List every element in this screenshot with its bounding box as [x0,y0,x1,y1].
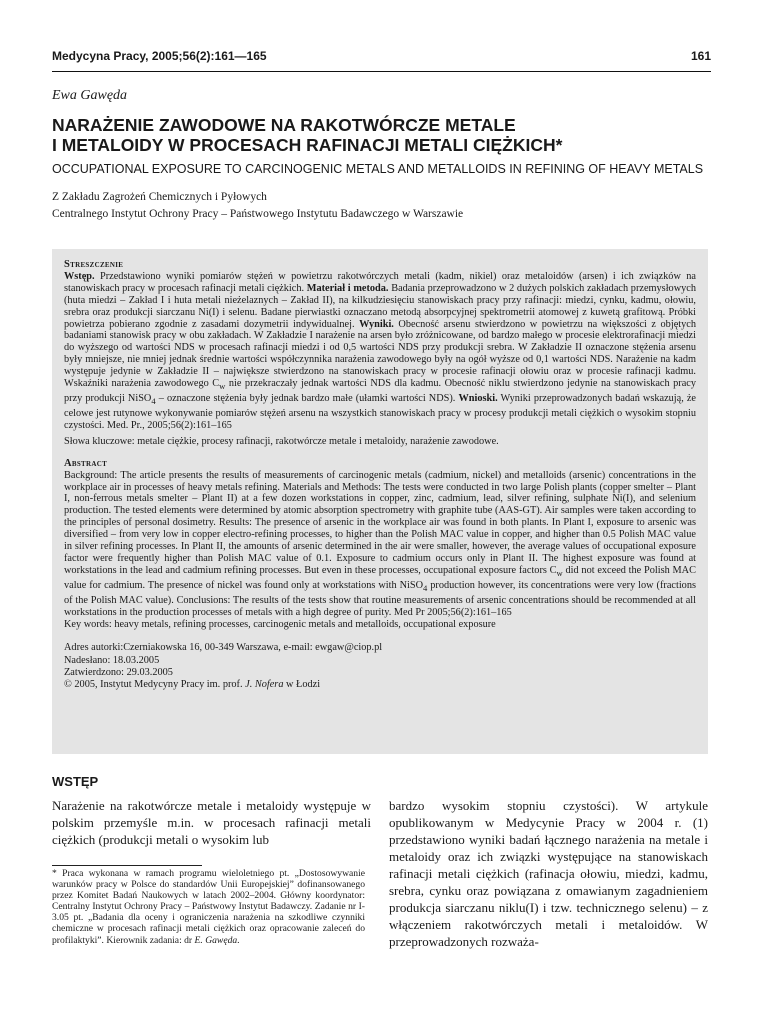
footnote [52,868,365,946]
affiliation-line-1: Z Zakładu Zagrożeń Chemicznych i Pyłowych [52,191,267,203]
copyright [64,679,696,691]
keywords-pl: Słowa kluczowe: metale ciężkie, procesy rafinacji, rakotwórcze metale i metaloidy, narażenie zawodowe. [64,435,499,447]
label-wstep: Wstęp. [64,270,95,282]
author-address: Adres autorki:Czerniakowska 16, 00-349 Warszawa, e-mail: ewgaw@ciop.pl [64,642,383,654]
article-title-english: OCCUPATIONAL EXPOSURE TO CARCINOGENIC METALS AND METALLOIDS IN REFINING OF HEAVY METALS [52,162,704,176]
keywords-en: Key words: heavy metals, refining processes, carcinogenic metals and metalloids, occupational exposure [64,618,496,630]
text-wyniki-a: Obecność arsenu stwierdzono w powietrzu na większości z objętych badaniami stanowisk pracy w obu zakładach. W Zakładzie I narażenie na arsen było zróżnicowane, od bardzo małego w procesie elektrorafinacji miedzi do wyższego od wartości NDS w procesach rafinacji miedzi i od 0,5 wartości NDS przy produkcji srebra. W Zakładzie II oznaczone stężenia arsenu były mniejsze, nie mniej jednak średnie wartości współczynnika narażenia zawodowego były na ogół wyższe od 0,1 wartości NDS. Narażenie na kadm występuje jedynie w Zakładzie II – największe stwierdzono na stanowiskach pracy w procesie rafinacji ołowiu oraz w procesie rafinacji kadmu. Wskaźniki narażenia zawodowego C [64,318,696,390]
abstract-text-c: production however, its concentrations were very low (fractions of the Polish MAC value). Conclusions: The results of the tests show that routine measurements of arsenic concentrations should be recommended at all workstations in the production processes of metals with a high degree of purity. Med Pr 2005;56(2):161–165 [64,579,696,618]
author-name: Ewa Gawęda [52,88,128,103]
streszczenie-heading: Streszczenie [64,259,124,270]
correspondence-info [64,642,696,691]
text-wyniki-b: nie przekraczały jednak wartości NDS dla kadmu. Obecność niklu stwierdzono jedynie na stanowiskach pracy przy produkcji NiSO [64,378,697,405]
label-wyniki: Wyniki. [359,318,394,330]
abstract-text-b: did not exceed the Polish MAC value for cadmium. The presence of nickel was found only at workstations with NiSO [64,564,696,591]
abstract-subscript-w: w [556,567,563,578]
footnote-rule [52,865,202,866]
text-wnioski: Wyniki przeprowadzonych badań wskazują, że celowe jest rutynowe wykonywanie pomiarów stężeń arsenu na wszystkich stanowiskach pracy w procesy produkcji metali ciężkich o wysokim stopniu czystości. Med. Pr., 2005;56(2):161–165 [64,393,696,431]
received-date: Nadesłano: 18.03.2005 [64,654,160,666]
section-heading: WSTĘP [52,774,99,789]
page-number: 161 [690,49,711,63]
body-column-right: bardzo wysokim stopniu czystości). W artykule opublikowanym w Medycynie Pracy w 2004 r. (1) przedstawiono wyniki badań łącznego narażenia na metale i metaloidy oraz ich związki występujące na stanowiskach rafinacji metali ciężkich (rafinacja ołowiu, miedzi, kadmu, srebra, cynku oraz powiązana z omawianym zagadnieniem produkcja siarczanu niklu(I) i tzw. technicznego selenu) – z włączeniem rakotwórczych metali i metaloidów. W przeprowadzonych rozważa- [389,798,708,949]
body-column-left: Narażenie na rakotwórcze metale i metaloidy występuje w polskim przemyśle m.in. w procesach rafinacji metali ciężkich (produkcji metali o wysokim lub [52,798,371,847]
abstract-text [64,470,696,619]
copyright-text-b: w Łodzi [283,679,321,691]
title-line-2: I METALOIDY W PROCESACH RAFINACJI METALI CIĘŻKICH* [52,135,563,155]
abstract-text-a: Background: The article presents the results of measurements of carcinogenic metals (cadmium, nickel) and metalloids (arsenic) concentrations in the workplace air in processes of heavy metals refining. Materials and Methods: The tests were conducted in two large Polish plants (copper smelter – Plant I, non-ferrous metals smelter – Plant II) at a few dozen workstations in copper, zinc, cadmium, lead, silver refining, sulphate Ni(I), and selenium production. The tested elements were determined by atomic absorption spectrometry with graphite tube (AAS-GT). Air samples were taken according to the principles of personal dosimetry. Results: The presence of arsenic in the workplace air was found in both plants. In Plant I, exposure to arsenic was diversified – from very low in copper electro-refining processes, to higher than the Polish MAC value in copper, and higher than 0.5 Polish MAC value in silver refining processes. In Plant II, the amounts of arsenic determined in the air were smaller, however, the average values of occupational exposure factor were frequently higher than Polish MAC value of 0.1. Exposure to cadmium occurs only in Plant II. The highest exposure was found at workstations in the lead and cadmium refining processes. But even in these processes, occupational exposure factors C [64,469,696,576]
title-line-1: NARAŻENIE ZAWODOWE NA RAKOTWÓRCZE METALE [52,115,516,135]
journal-citation: Medycyna Pracy, 2005;56(2):161—165 [52,49,267,63]
label-material: Materiał i metoda. [306,282,389,294]
affiliation-line-2: Centralnego Instytut Ochrony Pracy – Państwowego Instytutu Badawczego w Warszawie [52,208,464,220]
footnote-name: E. Gawęda [194,934,238,946]
article-title [52,115,712,155]
header-rule [52,71,711,72]
footnote-text-a: * Praca wykonana w ramach programu wieloletniego pt. „Dostosowywanie warunków pracy w Polsce do standardów Unii Europejskiej” dofinansowanego przez Komitet Badań Naukowych w latach 2002–2004. Główny koordynator: Centralny Instytut Ochrony Pracy – Państwowy Instytut Badawczy. Zadanie nr I-3.05 pt. „Badania dla oceny i ograniczenia narażenia na szkodliwe czynniki chemiczne w procesach rafinacji metali ciężkich oraz opracowanie zaleceń do profilaktyki”. Kierownik zadania: dr [52,868,365,946]
running-header [52,49,711,73]
streszczenie-text [64,271,696,432]
text-wstep: Przedstawiono wyniki pomiarów stężeń w powietrzu rakotwórczych metali (kadm, nikiel) oraz metaloidów (arsen) i ich związków na stanowiskach pracy w procesach rafinacji metali ciężkich. [64,270,696,294]
affiliation [52,189,463,223]
subscript-4: 4 [151,396,156,407]
text-material: Badania przeprowadzono w 2 dużych polskich zakładach przemysłowych (huta miedzi – Zakład I i huta metali nieżelaznych – Zakład II), na kilkudziesięciu stanowiskach pracy przy rafinacji: miedzi, cynku, kadmu, ołowiu, srebra oraz produkcji siarczanu Ni(I) i selenu. Badane pierwiastki oznaczano metodą absorpcyjnej spektrometrii atomowej z kuwetą grafitową. Próbki powietrza pobierano zgodnie z zasadami dozymetrii indywidualnej. [64,282,697,330]
subscript-w: w [219,381,226,392]
text-wyniki-c: – oznaczone stężenia były jednak bardzo małe (ułamki wartości NDS). [155,393,459,405]
footnote-text-b: . [237,934,240,946]
abstract-subscript-4: 4 [423,582,428,593]
abstract-heading: Abstract [64,457,108,469]
copyright-name: J. Nofera [245,679,284,691]
abstract-box [52,249,708,754]
approved-date: Zatwierdzono: 29.03.2005 [64,666,173,678]
copyright-text-a: © 2005, Instytut Medycyny Pracy im. prof. [64,679,246,691]
label-wnioski: Wnioski. [458,393,498,405]
